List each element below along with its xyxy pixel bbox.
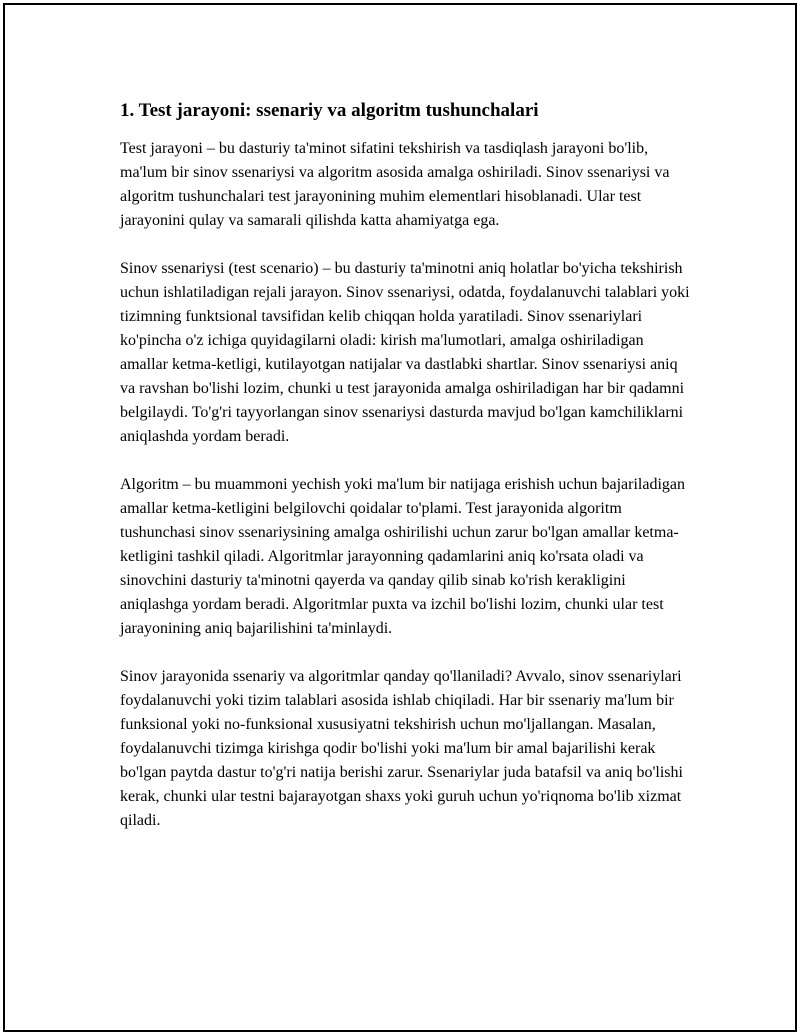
section-heading: 1. Test jarayoni: ssenariy va algoritm tushunchalari [120,100,539,121]
paragraph-test-scenario: Sinov ssenariysi (test scenario) – bu dasturiy ta'minotni aniq holatlar bo'yicha tekshirish uchun ishlatiladigan rejali jarayon. Sinov ssenariysi, odatda, foydalanuvchi talablari yoki tizimning funktsional tavsifidan kelib chiqqan holda yaratiladi. Sinov ssenariylari ko'pincha o'z ichiga quyidagilarni oladi: kirish ma'lumotlari, amalga oshiriladigan amallar ketma-ketligi, kutilayotgan natijalar va dastlabki shartlar. Sinov ssenariysi aniq va ravshan bo'lishi lozim, chunki u test jarayonida amalga oshiriladigan har bir qadamni belgilaydi. To'g'ri tayyorlangan sinov ssenariysi dasturda mavjud bo'lgan kamchiliklarni aniqlashda yordam beradi. [120,260,690,445]
document-content [120,97,690,857]
paragraph-usage: Sinov jarayonida ssenariy va algoritmlar qanday qo'llaniladi? Avvalo, sinov ssenariylari foydalanuvchi yoki tizim talablari asosida ishlab chiqiladi. Har bir ssenariy ma'lum bir funksional yoki no-funksional xususiyatni tekshirish uchun mo'ljallangan. Masalan, foydalanuvchi tizimga kirishga qodir bo'lishi yoki ma'lum bir amal bajarilishi kerak bo'lgan paytda dastur to'g'ri natija berishi zarur. Ssenariylar juda batafsil va aniq bo'lishi kerak, chunki ular testni bajarayotgan shaxs yoki guruh uchun yo'riqnoma bo'lib xizmat qiladi. [120,668,683,829]
paragraph-test-process: Test jarayoni – bu dasturiy ta'minot sifatini tekshirish va tasdiqlash jarayoni bo'lib, ma'lum bir sinov ssenariysi va algoritm asosida amalga oshiriladi. Sinov ssenariysi va algoritm tushunchalari test jarayonining muhim elementlari hisoblanadi. Ular test jarayonini qulay va samarali qilishda katta ahamiyatga ega. [120,140,670,229]
document-page [3,3,797,1032]
paragraph-algorithm: Algoritm – bu muammoni yechish yoki ma'lum bir natijaga erishish uchun bajariladigan amallar ketma-ketligini belgilovchi qoidalar to'plami. Test jarayonida algoritm tushunchasi sinov ssenariysining amalga oshirilishi uchun zarur bo'lgan amallar ketma-ketligini tashkil qiladi. Algoritmlar jarayonning qadamlarini aniq ko'rsata oladi va sinovchini dasturiy ta'minotni qayerda va qanday qilib sinab ko'rish kerakligini aniqlashga yordam beradi. Algoritmlar puxta va izchil bo'lishi lozim, chunki ular test jarayonining aniq bajarilishini ta'minlaydi. [120,476,685,637]
